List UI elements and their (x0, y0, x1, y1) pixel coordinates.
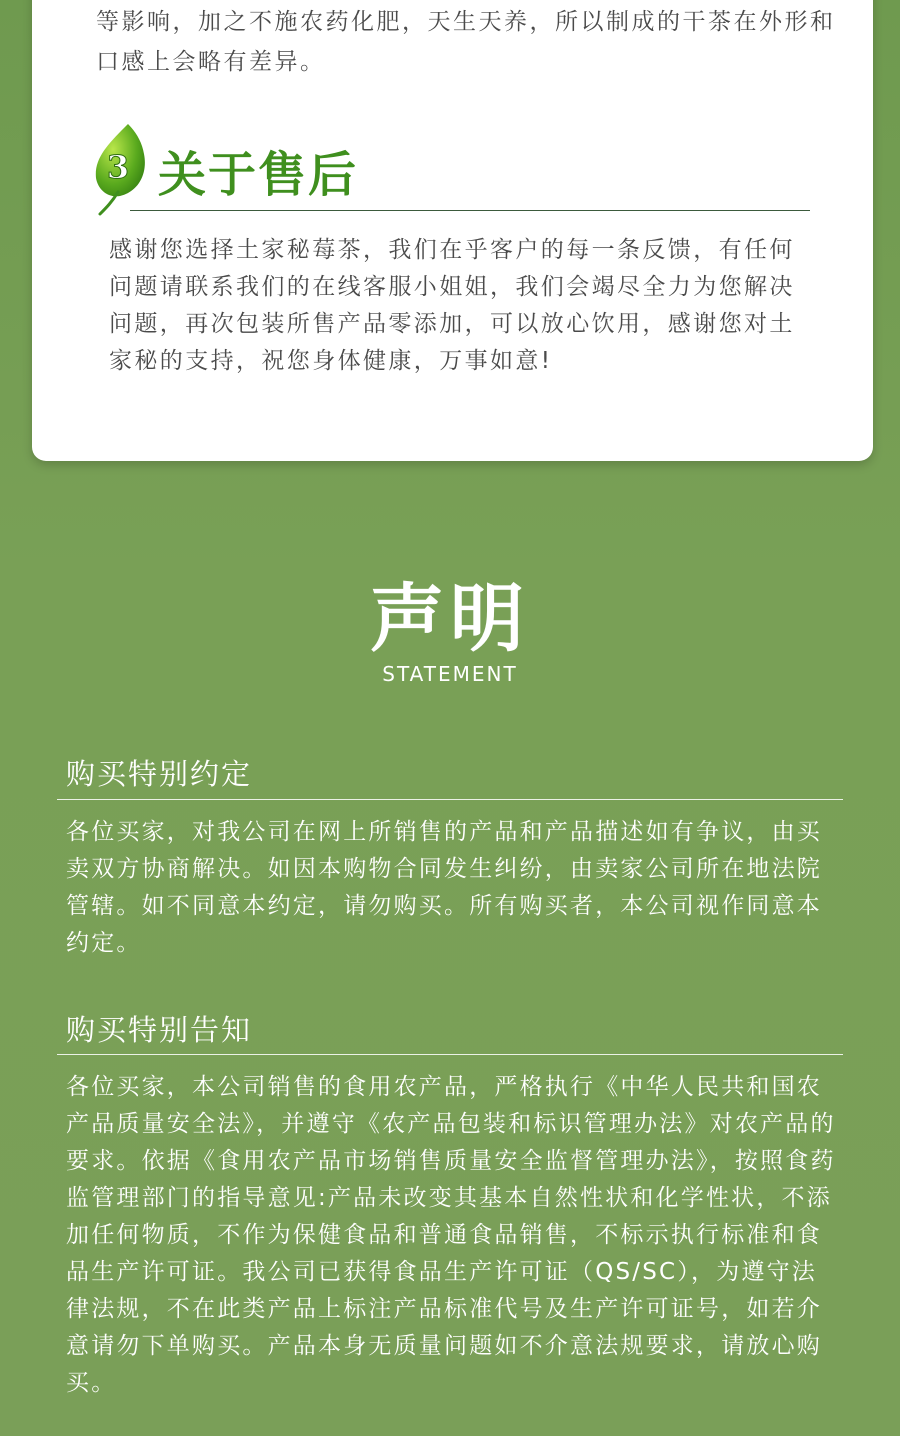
leaf-number-icon (94, 122, 150, 218)
statement-subtitle: STATEMENT (382, 662, 518, 686)
notice-body-notice: 各位买家，本公司销售的食用农产品，严格执行《中华人民共和国农产品质量安全法》，并遵守《农产品包装和标识管理办法》对农产品的要求。依据《食用农产品市场销售质量安全监督管理办法》，按照食药监管理部门的指导意见:产品未改变其基本自然性状和化学性状，不添加任何物质，不作为保健食品和普通食品销售，不标示执行标准和食品生产许可证。我公司已获得食品生产许可证（QS/SC），为遵守法律法规，不在此类产品上标注产品标准代号及生产许可证号，如若介意请勿下单购买。产品本身无质量问题如不介意法规要求，请放心购买。 (66, 1074, 836, 1396)
svg-text:3: 3 (106, 148, 130, 186)
section-divider (130, 210, 810, 211)
notice-heading-notice: 购买特别告知 (66, 1013, 253, 1047)
intro-text: 等影响，加之不施农药化肥，天生天养，所以制成的干茶在外形和口感上会略有差异。 (96, 9, 836, 75)
statement-title: 声明 (370, 576, 530, 662)
after-sale-text: 感谢您选择土家秘莓茶，我们在乎客户的每一条反馈，有任何问题请联系我们的在线客服小姐姐，我们会竭尽全力为您解决问题，再次包装所售产品零添加，可以放心饮用，感谢您对土家秘的支持，祝您身体健康，万事如意! (109, 237, 795, 374)
notice-heading-agreement: 购买特别约定 (66, 757, 253, 791)
section-header (94, 122, 814, 212)
notice-divider (57, 799, 843, 800)
after-sale-card (32, 0, 873, 461)
section-title: 关于售后 (158, 147, 359, 203)
notice-body-agreement: 各位买家，对我公司在网上所销售的产品和产品描述如有争议，由买卖双方协商解决。如因本购物合同发生纠纷，由卖家公司所在地法院管辖。如不同意本约定，请勿购买。所有购买者，本公司视作同意本约定。 (66, 819, 822, 956)
notice-divider (57, 1054, 843, 1055)
